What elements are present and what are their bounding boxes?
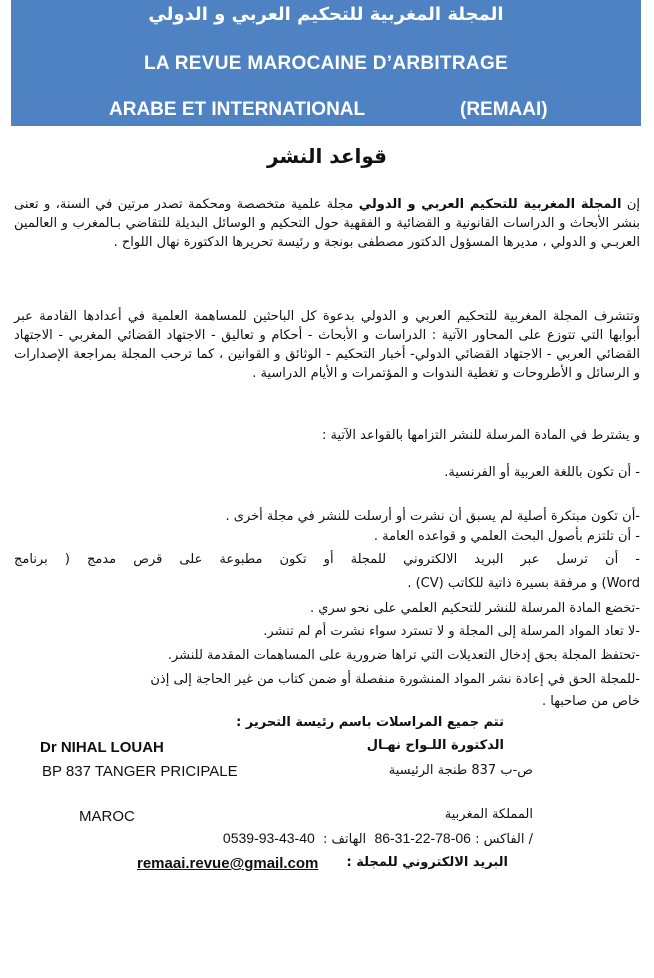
phone-label: الهاتف :	[323, 832, 367, 847]
intro-body: مجلة علمية متخصصة ومحكمة تصدر مرتين في السنة، و تعنى بنشر الأبحاث و الدراسات القانونية و القضائية و الفقهية حول التحكيم و الوسائل البديلة للتقاضي بـالمغرب و العالمين العربـي و الدولي ، مديرها المسؤول الدكتور مصطفى بونجة و رئيسة تحريرها الدكتورة نهال اللواح .	[14, 197, 640, 250]
rule-item: -تحتفظ المجلة بحق إدخال التعديلات التي تراها ضرورية على المساهمات المقدمة للنشر.	[167, 648, 640, 663]
address-arabic: ص-ب 837 طنجة الرئيسية	[388, 763, 533, 778]
rule-item: -تخضع المادة المرسلة للنشر للتحكيم العلمي على نحو سري .	[310, 601, 640, 616]
intro-lead: إن	[621, 197, 640, 212]
country-arabic: المملكة المغربية	[444, 807, 533, 822]
header-acronym: (REMAAI)	[460, 99, 548, 120]
email-link[interactable]: remaai.revue@gmail.com	[137, 855, 319, 872]
rule-item: - أن تلتزم بأصول البحث العلمي و قواعده العامة .	[373, 529, 640, 544]
fax-label: / الفاكس :	[475, 832, 533, 847]
phone-fax-line	[223, 830, 533, 847]
editor-name-french: Dr NIHAL LOUAH	[40, 739, 164, 756]
axes-paragraph: وتتشرف المجلة المغربية للتحكيم العربي و الدولي بدعوة كل الباحثين للمساهمة العلمية في أعدادها القادمة عبر أبوابها التي تتوزع على المحاور الآتية : الدراسات و الأبحاث - أحكام و تعاليق - الاجتهاد القضائي المغربي - الاجتهاد القضائي العربي - الاجتهاد القضائي الدولي- أخبار التحكيم - الوثائق و القوانين ، كما ترحب المجلة بمراجعة الإصدارات و الرسائل و الأطروحات و تغطية الندوات و المؤتمرات و الأيام الدراسية .	[14, 309, 640, 381]
header-french-line-1: LA REVUE MAROCAINE D’ARBITRAGE	[143, 53, 509, 74]
intro-paragraph	[14, 195, 640, 252]
correspondence-note: تتم جميع المراسلات باسم رئيسة التحرير :	[236, 715, 504, 730]
header-arabic-title: المجلة المغربية للتحكيم العربي و الدولي	[148, 4, 504, 25]
conditions-intro: و يشترط في المادة المرسلة للنشر التزامها بالقواعد الآتية :	[321, 428, 640, 443]
email-label: البريد الالكتروني للمجلة :	[346, 855, 508, 870]
rule-item: -لا تعاد المواد المرسلة إلى المجلة و لا تسترد سواء نشرت أم لم تنشر.	[263, 624, 640, 639]
address-french: BP 837 TANGER PRICIPALE	[42, 763, 238, 780]
rule-item: -للمجلة الحق في إعادة نشر المواد المنشورة منفصلة أو ضمن كتاب من غير الحاجة إلى إذن	[150, 672, 640, 687]
rule-item: خاص من صاحبها .	[541, 694, 640, 709]
rule-item: - أن ترسل عبر البريد الالكتروني للمجلة أو تكون مطبوعة على قرص مدمج ( برنامج	[14, 552, 640, 567]
fax-number: 0539-93-43-40	[222, 830, 315, 846]
country-french: MAROC	[79, 808, 135, 825]
rule-item: Word) و مرفقة بسيرة ذاتية للكاتب (CV) .	[407, 576, 640, 591]
header-banner	[11, 0, 641, 126]
rule-item: -أن تكون مبتكرة أصلية لم يسبق أن نشرت أو أرسلت للنشر في مجلة أخرى .	[225, 509, 640, 524]
editor-name-arabic: الدكتورة اللـواح نهـال	[366, 738, 504, 753]
document-title: قواعد النشر	[267, 144, 387, 168]
header-french-line-2: ARABE ET INTERNATIONAL	[109, 99, 366, 120]
intro-journal-name: المجلة المغربية للتحكيم العربي و الدولي	[358, 197, 622, 212]
phone-number: 86-31-22-78-06	[374, 830, 471, 846]
rule-item: - أن تكون باللغة العربية أو الفرنسية.	[444, 465, 640, 480]
